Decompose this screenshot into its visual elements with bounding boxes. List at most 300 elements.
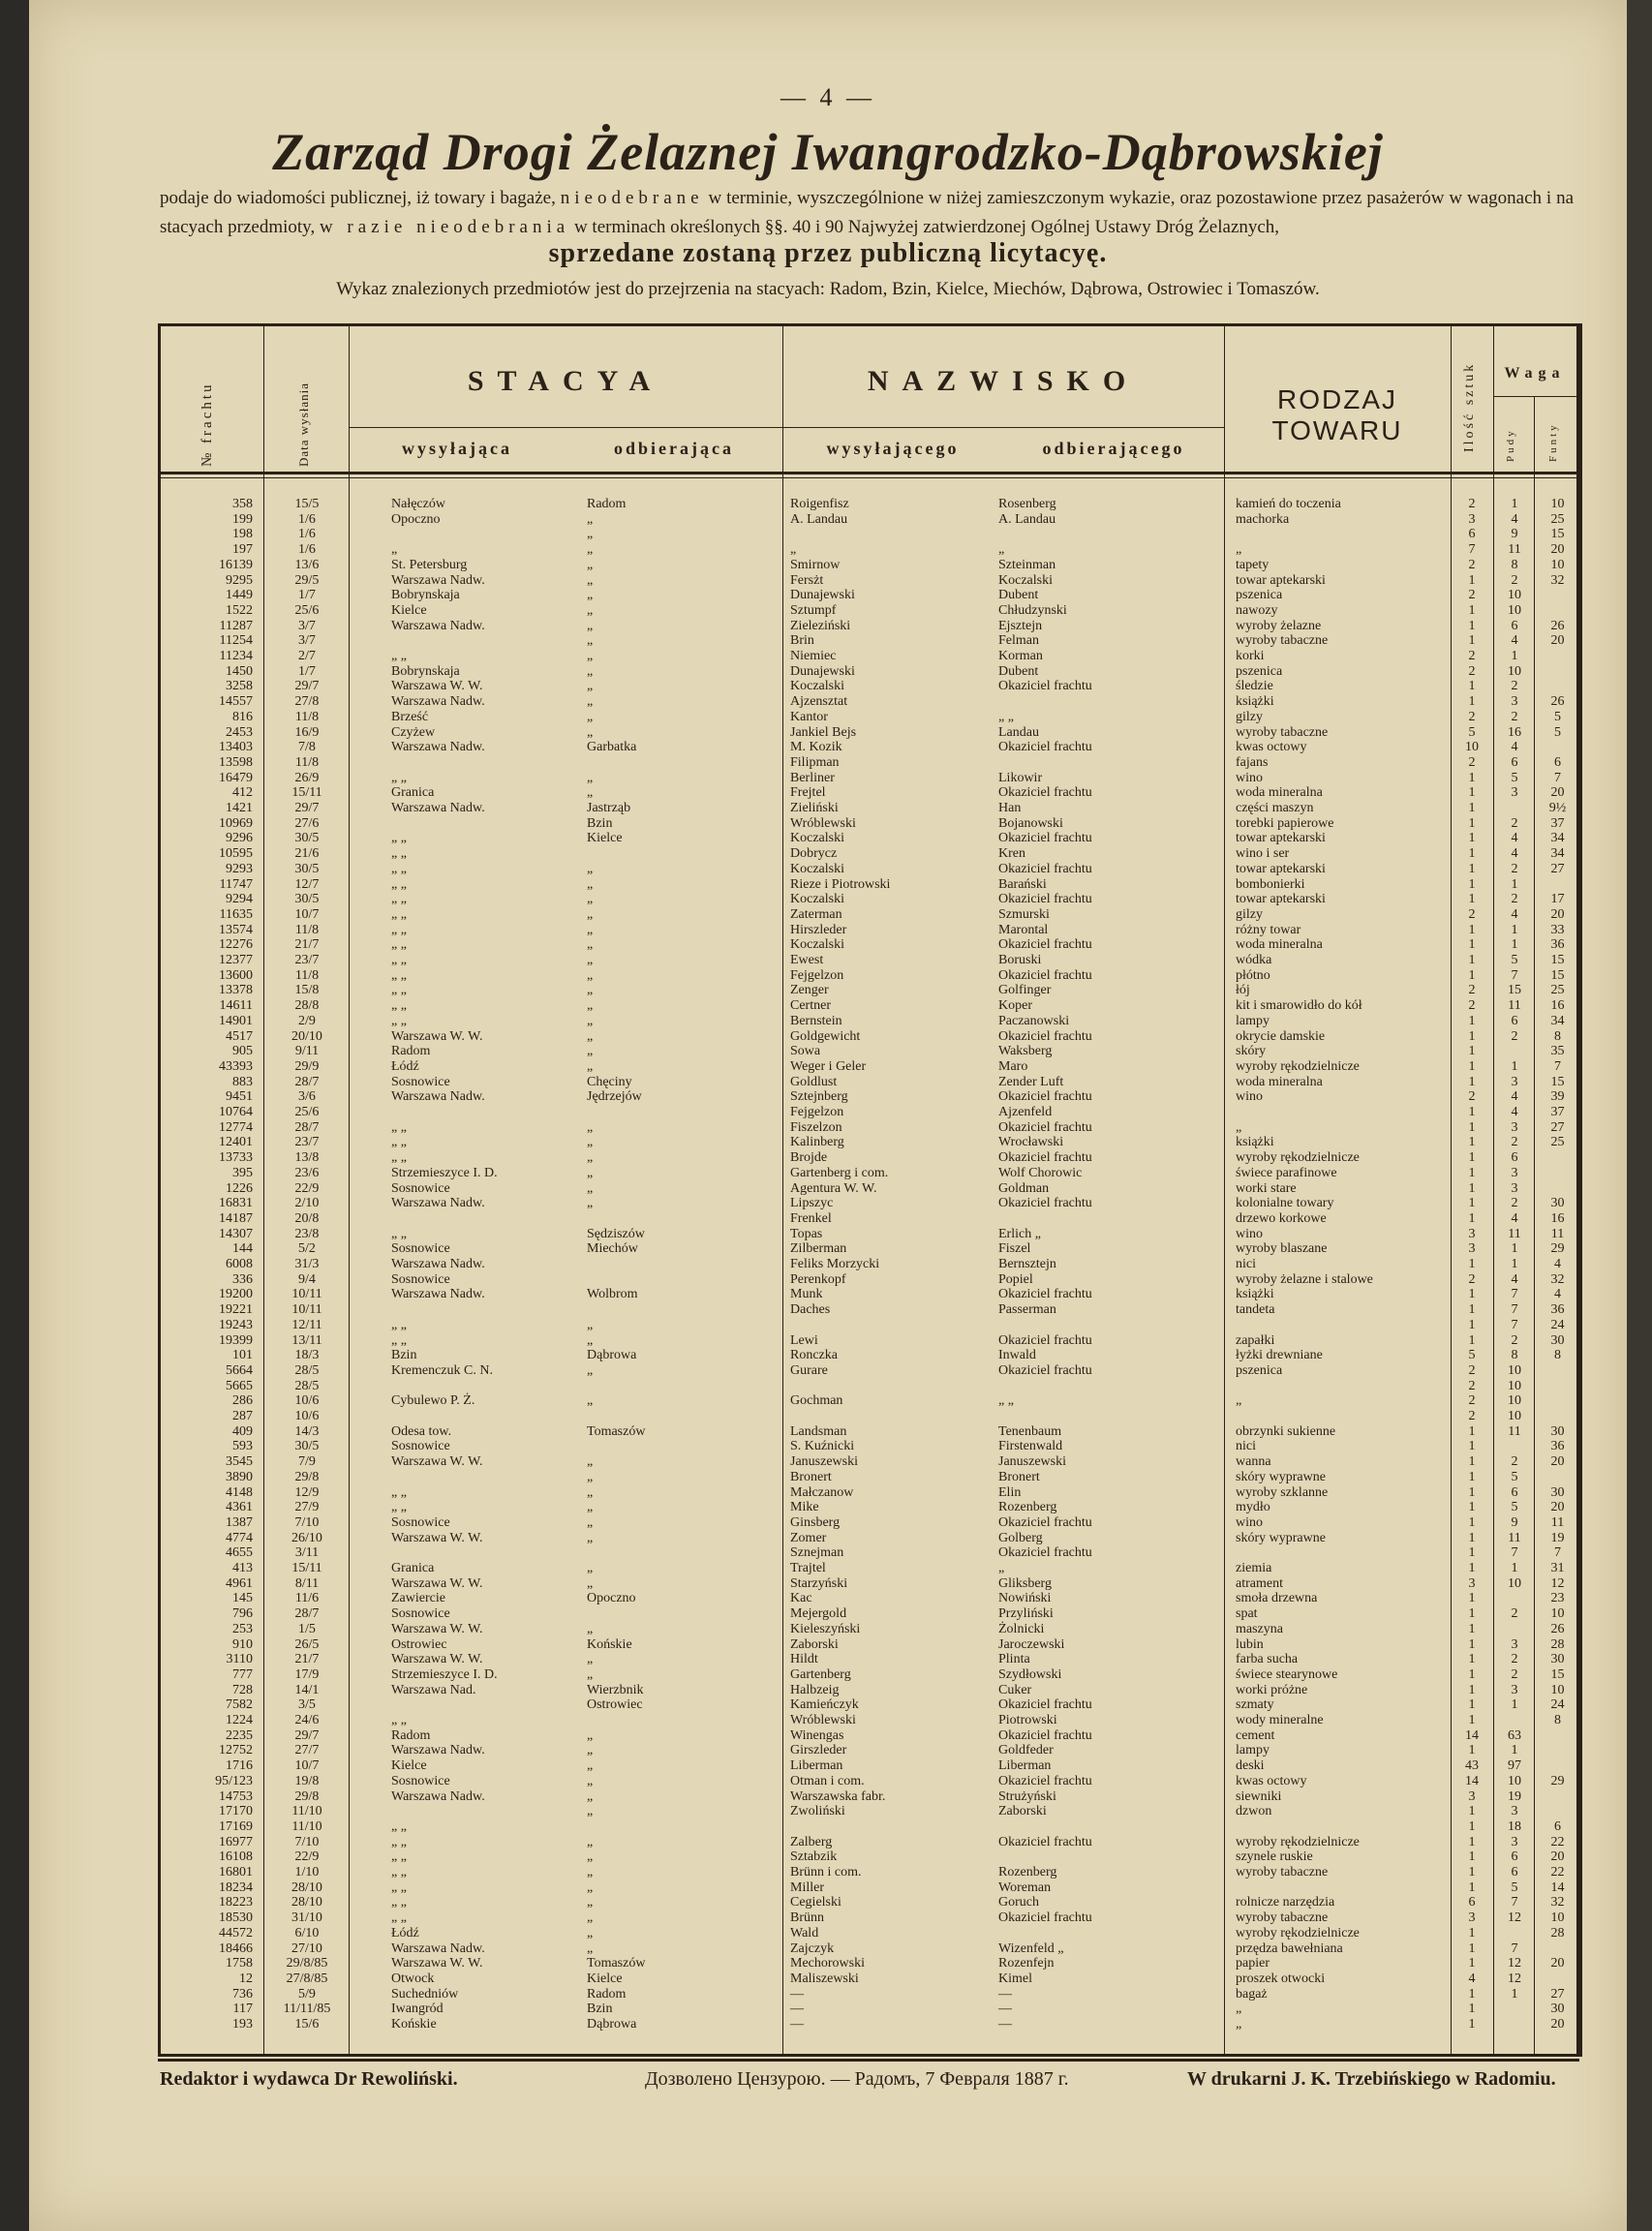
cell-goods-type: woda mineralna bbox=[1236, 785, 1323, 801]
cell-sending-station: Warszawa Nadw. bbox=[391, 1941, 485, 1956]
cell-quantity: 1 bbox=[1468, 1880, 1476, 1895]
cell-weight-funty: 37 bbox=[1550, 1105, 1565, 1119]
cell-freight-number: 4961 bbox=[226, 1575, 253, 1591]
cell-freight-number: 4361 bbox=[226, 1500, 253, 1515]
cell-sender: Cegielski bbox=[790, 1895, 841, 1910]
cell-sender: Liberman bbox=[790, 1758, 843, 1774]
cell-quantity: 1 bbox=[1468, 770, 1476, 785]
table-row bbox=[161, 1166, 1576, 1180]
cell-weight-pudy: 2 bbox=[1511, 1135, 1518, 1150]
cell-freight-number: 12752 bbox=[219, 1743, 253, 1758]
cell-sender: Dunajewski bbox=[790, 588, 855, 603]
cell-freight-number: 13598 bbox=[219, 754, 253, 770]
table-row bbox=[161, 1211, 1576, 1226]
cell-sending-station: Bobrynskaja bbox=[391, 663, 460, 679]
cell-goods-type: skóry wyprawne bbox=[1236, 1469, 1326, 1484]
cell-freight-number: 197 bbox=[232, 542, 253, 558]
cell-goods-type: towar aptekarski bbox=[1236, 831, 1326, 846]
cell-send-date: 19/8 bbox=[294, 1773, 320, 1788]
table-row bbox=[161, 1697, 1576, 1712]
cell-sending-station: Radom bbox=[391, 1727, 431, 1743]
cell-receiver: Dubent bbox=[998, 588, 1039, 603]
cell-goods-type: wyroby tabaczne bbox=[1236, 633, 1329, 649]
cell-quantity: 1 bbox=[1468, 1743, 1476, 1758]
cell-receiving-station: „ bbox=[587, 1058, 594, 1074]
cell-receiver: „ bbox=[998, 1561, 1005, 1575]
cell-sending-station: Suchedniów bbox=[391, 1986, 459, 2002]
cell-receiver: Rosenberg bbox=[998, 497, 1056, 511]
cell-freight-number: 1716 bbox=[226, 1758, 253, 1774]
cell-weight-funty: 32 bbox=[1550, 1895, 1565, 1910]
cell-weight-pudy: 7 bbox=[1511, 1317, 1518, 1332]
cell-freight-number: 16801 bbox=[219, 1865, 253, 1880]
cell-weight-funty: 36 bbox=[1550, 937, 1565, 953]
cell-weight-pudy: 11 bbox=[1508, 1530, 1521, 1545]
cell-receiver: Dubent bbox=[998, 663, 1039, 679]
cell-receiving-station: „ bbox=[587, 1317, 594, 1332]
cell-sender: Zalberg bbox=[790, 1834, 833, 1849]
cell-weight-pudy: 1 bbox=[1511, 497, 1518, 511]
cell-sender: Maliszewski bbox=[790, 1971, 859, 1986]
cell-weight-funty: 20 bbox=[1550, 1849, 1565, 1865]
cell-weight-pudy: 7 bbox=[1511, 1302, 1518, 1318]
table-row bbox=[161, 558, 1576, 572]
cell-quantity: 1 bbox=[1468, 1484, 1476, 1500]
cell-freight-number: 4655 bbox=[226, 1545, 253, 1561]
cell-sender: Zieliński bbox=[790, 801, 839, 815]
cell-receiving-station: „ bbox=[587, 1469, 594, 1484]
table-row bbox=[161, 1728, 1576, 1743]
cell-weight-funty: 16 bbox=[1550, 998, 1565, 1014]
cell-quantity: 1 bbox=[1468, 1834, 1476, 1849]
cell-weight-pudy: 7 bbox=[1511, 1895, 1518, 1910]
header-sending-station: wysyłająca bbox=[402, 439, 512, 458]
cell-weight-funty: 36 bbox=[1550, 1302, 1565, 1318]
cell-weight-pudy: 3 bbox=[1511, 785, 1518, 801]
cell-send-date: 13/8 bbox=[294, 1150, 320, 1166]
cell-sender: Gochman bbox=[790, 1393, 843, 1409]
cell-weight-pudy: 9 bbox=[1511, 527, 1518, 542]
cell-sending-station: „ „ bbox=[391, 1484, 407, 1500]
cell-quantity: 1 bbox=[1468, 1636, 1476, 1652]
cell-sender: Brünn i com. bbox=[790, 1865, 862, 1880]
cell-send-date: 29/7 bbox=[294, 1727, 320, 1743]
cell-sending-station: „ „ bbox=[391, 1865, 407, 1880]
cell-goods-type: wino i ser bbox=[1236, 846, 1290, 862]
cell-weight-funty: 32 bbox=[1550, 572, 1565, 588]
cell-weight-pudy: 19 bbox=[1508, 1788, 1521, 1804]
cell-quantity: 1 bbox=[1468, 1210, 1476, 1226]
cell-receiver: Golberg bbox=[998, 1530, 1043, 1545]
cell-sending-station: „ „ bbox=[391, 1119, 407, 1135]
cell-send-date: 27/6 bbox=[294, 815, 320, 831]
cell-sending-station: „ „ bbox=[391, 846, 407, 862]
cell-receiver: Okaziciel frachtu bbox=[998, 1089, 1092, 1105]
cell-quantity: 1 bbox=[1468, 1666, 1476, 1682]
cell-weight-pudy: 1 bbox=[1511, 1561, 1518, 1575]
cell-goods-type: cement bbox=[1236, 1727, 1275, 1743]
cell-goods-type: wyroby tabaczne bbox=[1236, 1865, 1329, 1880]
cell-freight-number: 9451 bbox=[226, 1089, 253, 1105]
cell-quantity: 2 bbox=[1468, 1271, 1476, 1287]
table-row bbox=[161, 1683, 1576, 1697]
cell-receiving-station: Chęciny bbox=[587, 1074, 632, 1089]
cell-sending-station: Bobrynskaja bbox=[391, 588, 460, 603]
cell-freight-number: 14187 bbox=[219, 1210, 253, 1226]
cell-sender: Smirnow bbox=[790, 557, 841, 572]
cell-weight-funty: 27 bbox=[1550, 1119, 1565, 1135]
cell-sender: Girszleder bbox=[790, 1743, 847, 1758]
cell-send-date: 7/9 bbox=[298, 1454, 316, 1470]
table-row bbox=[161, 664, 1576, 679]
cell-goods-type: towar aptekarski bbox=[1236, 892, 1326, 907]
cell-receiving-station: Wierzbnik bbox=[587, 1682, 644, 1697]
cell-weight-funty: 9½ bbox=[1548, 801, 1567, 815]
cell-quantity: 2 bbox=[1468, 1378, 1476, 1393]
cell-quantity: 2 bbox=[1468, 1393, 1476, 1409]
intro-text-2: nieodebrane bbox=[560, 188, 704, 208]
cell-goods-type: „ bbox=[1236, 2017, 1242, 2032]
cell-receiving-station: „ bbox=[587, 1561, 594, 1575]
cell-quantity: 2 bbox=[1468, 1089, 1476, 1105]
cell-send-date: 3/7 bbox=[298, 618, 316, 633]
cell-freight-number: 12774 bbox=[219, 1119, 253, 1135]
cell-goods-type: książki bbox=[1236, 1135, 1274, 1150]
cell-send-date: 6/10 bbox=[294, 1925, 320, 1941]
cell-sender: Kantor bbox=[790, 709, 828, 724]
cell-weight-funty: 25 bbox=[1550, 1135, 1565, 1150]
cell-weight-funty: 11 bbox=[1550, 1514, 1565, 1530]
cell-weight-funty: 37 bbox=[1550, 815, 1565, 831]
cell-goods-type: wyroby rękodzielnicze bbox=[1236, 1058, 1360, 1074]
cell-weight-pudy: 10 bbox=[1508, 588, 1521, 603]
table-row bbox=[161, 1622, 1576, 1636]
cell-receiver: Fiszel bbox=[998, 1241, 1031, 1257]
cell-freight-number: 14901 bbox=[219, 1013, 253, 1028]
cell-sending-station: „ bbox=[391, 542, 398, 558]
cell-weight-funty: 30 bbox=[1550, 1196, 1565, 1211]
cell-goods-type: drzewo korkowe bbox=[1236, 1210, 1327, 1226]
cell-receiver: Okaziciel frachtu bbox=[998, 740, 1092, 755]
cell-quantity: 5 bbox=[1468, 724, 1476, 740]
cell-weight-funty: 15 bbox=[1550, 1666, 1565, 1682]
cell-quantity: 2 bbox=[1468, 649, 1476, 663]
table-row bbox=[161, 1029, 1576, 1044]
cell-send-date: 1/5 bbox=[298, 1621, 316, 1636]
intro-text-4: w razie nieodebrania bbox=[319, 217, 570, 237]
cell-goods-type: „ bbox=[1236, 542, 1242, 558]
cell-weight-funty: 8 bbox=[1554, 1028, 1561, 1044]
cell-send-date: 3/7 bbox=[298, 633, 316, 649]
cell-receiving-station: „ bbox=[587, 709, 594, 724]
cell-sending-station: Warszawa Nadw. bbox=[391, 1788, 485, 1804]
cell-receiving-station: Sędziszów bbox=[587, 1226, 645, 1241]
table-row bbox=[161, 771, 1576, 785]
cell-receiver: Zaborski bbox=[998, 1804, 1047, 1819]
cell-freight-number: 1449 bbox=[226, 588, 253, 603]
cell-receiving-station: Końskie bbox=[587, 1636, 632, 1652]
cell-freight-number: 193 bbox=[232, 2017, 253, 2032]
table-row bbox=[161, 1789, 1576, 1804]
cell-receiving-station: „ bbox=[587, 1621, 594, 1636]
table-row bbox=[161, 801, 1576, 815]
cell-weight-pudy: 10 bbox=[1508, 1362, 1521, 1378]
cell-receiver: Okaziciel frachtu bbox=[998, 892, 1092, 907]
cell-quantity: 3 bbox=[1468, 511, 1476, 527]
cell-send-date: 24/6 bbox=[294, 1713, 320, 1727]
cell-receiving-station: Jastrząb bbox=[587, 801, 631, 815]
cell-send-date: 29/7 bbox=[294, 801, 320, 815]
intro-text-5: w terminach określonych §§. 40 i 90 Najwyżej zatwierdzonej Ogólnej Ustawy Dróg Żelaznych, bbox=[573, 217, 1280, 237]
cell-sending-station: Otwock bbox=[391, 1971, 435, 1986]
cell-weight-pudy: 5 bbox=[1511, 953, 1518, 967]
cell-quantity: 1 bbox=[1468, 1013, 1476, 1028]
cell-sending-station: Warszawa W. W. bbox=[391, 1652, 483, 1667]
cell-sending-station: „ „ bbox=[391, 1332, 407, 1348]
table-row bbox=[161, 953, 1576, 967]
cell-quantity: 1 bbox=[1468, 1561, 1476, 1575]
cell-sender: Miller bbox=[790, 1880, 824, 1895]
cell-weight-pudy: 4 bbox=[1511, 831, 1518, 846]
cell-sender: Jankiel Bejs bbox=[790, 724, 857, 740]
cell-weight-pudy: 3 bbox=[1511, 1165, 1518, 1180]
cell-freight-number: 198 bbox=[232, 527, 253, 542]
cell-freight-number: 18234 bbox=[219, 1880, 253, 1895]
cell-receiver: Erlich „ bbox=[998, 1226, 1041, 1241]
cell-receiving-station: Dąbrowa bbox=[587, 1348, 637, 1363]
cell-weight-funty: 14 bbox=[1550, 1880, 1565, 1895]
table-row bbox=[161, 907, 1576, 922]
cell-sender: Lipszyc bbox=[790, 1196, 834, 1211]
table-row bbox=[161, 1774, 1576, 1788]
cell-quantity: 1 bbox=[1468, 1652, 1476, 1667]
table-row bbox=[161, 785, 1576, 800]
cell-sending-station: Czyżew bbox=[391, 724, 436, 740]
cell-quantity: 3 bbox=[1468, 1910, 1476, 1926]
cell-receiver: Strużyński bbox=[998, 1788, 1056, 1804]
cell-sender: Topas bbox=[790, 1226, 823, 1241]
cell-receiving-station: „ bbox=[587, 1773, 594, 1788]
cell-weight-pudy: 10 bbox=[1508, 663, 1521, 679]
cell-goods-type: nici bbox=[1236, 1257, 1256, 1271]
cell-receiver: Chłudzynski bbox=[998, 602, 1067, 618]
cell-quantity: 1 bbox=[1468, 861, 1476, 876]
cell-weight-funty: 4 bbox=[1554, 1287, 1561, 1302]
cell-weight-pudy: 3 bbox=[1511, 1636, 1518, 1652]
cell-goods-type: wino bbox=[1236, 1089, 1263, 1105]
cell-freight-number: 14557 bbox=[219, 694, 253, 710]
table-row bbox=[161, 1637, 1576, 1652]
cell-weight-funty: 27 bbox=[1550, 861, 1565, 876]
cell-receiver: Okaziciel frachtu bbox=[998, 1834, 1092, 1849]
cell-freight-number: 1224 bbox=[226, 1713, 253, 1727]
cell-goods-type: wyroby tabaczne bbox=[1236, 1910, 1329, 1926]
cell-weight-funty: 34 bbox=[1550, 846, 1565, 862]
cell-sending-station: Nałęczów bbox=[391, 497, 445, 511]
intro-text-3: w terminie, wyszczególnione w niżej zamieszczonym wykazie, oraz pozostawione przez pasażerów w wagonach i na stacyach przedmioty, bbox=[160, 188, 1575, 237]
cell-receiving-station: Miechów bbox=[587, 1241, 638, 1257]
cell-receiver: Okaziciel frachtu bbox=[998, 1545, 1092, 1561]
cell-receiver: Okaziciel frachtu bbox=[998, 1910, 1092, 1926]
cell-freight-number: 5664 bbox=[226, 1362, 253, 1378]
page-number: — 4 — bbox=[780, 83, 875, 111]
cell-receiving-station: „ bbox=[587, 861, 594, 876]
cell-receiver: Wizenfeld „ bbox=[998, 1941, 1064, 1956]
cell-sender: Ginsberg bbox=[790, 1514, 841, 1530]
cell-send-date: 14/1 bbox=[294, 1682, 320, 1697]
cell-weight-pudy: 2 bbox=[1511, 1652, 1518, 1667]
cell-send-date: 7/10 bbox=[294, 1514, 320, 1530]
cell-receiver: Okaziciel frachtu bbox=[998, 1150, 1092, 1166]
cell-weight-pudy: 2 bbox=[1511, 861, 1518, 876]
cell-weight-pudy: 12 bbox=[1508, 1956, 1521, 1971]
cell-receiver: Okaziciel frachtu bbox=[998, 679, 1092, 694]
cell-quantity: 2 bbox=[1468, 557, 1476, 572]
cell-quantity: 2 bbox=[1468, 1409, 1476, 1423]
cell-weight-pudy: 7 bbox=[1511, 1287, 1518, 1302]
cell-weight-pudy: 10 bbox=[1508, 1393, 1521, 1409]
cell-goods-type: atrament bbox=[1236, 1575, 1283, 1591]
cell-sender: Otman i com. bbox=[790, 1773, 865, 1788]
table-row bbox=[161, 1470, 1576, 1484]
cell-goods-type: spat bbox=[1236, 1606, 1258, 1622]
cell-receiving-station: „ bbox=[587, 922, 594, 937]
cell-quantity: 1 bbox=[1468, 1105, 1476, 1119]
cell-receiver: Piotrowski bbox=[998, 1713, 1057, 1727]
cell-weight-funty: 24 bbox=[1550, 1317, 1565, 1332]
cell-sender: Januszewski bbox=[790, 1454, 858, 1470]
table-row bbox=[161, 603, 1576, 618]
cell-freight-number: 43393 bbox=[219, 1058, 253, 1074]
cell-sender: Koczalski bbox=[790, 892, 844, 907]
cell-sending-station: „ „ bbox=[391, 1500, 407, 1515]
cell-receiver: Bernsztejn bbox=[998, 1257, 1056, 1271]
cell-sender: Brünn bbox=[790, 1910, 824, 1926]
cell-receiver: Marontal bbox=[998, 922, 1049, 937]
cell-freight-number: 5665 bbox=[226, 1378, 253, 1393]
cell-quantity: 1 bbox=[1468, 1257, 1476, 1271]
cell-send-date: 27/9 bbox=[294, 1500, 320, 1515]
cell-weight-pudy: 2 bbox=[1511, 1028, 1518, 1044]
cell-send-date: 26/10 bbox=[291, 1530, 322, 1545]
cell-send-date: 10/7 bbox=[294, 906, 320, 922]
cell-receiving-station: „ bbox=[587, 1788, 594, 1804]
cell-sending-station: Warszawa W. W. bbox=[391, 1028, 483, 1044]
cell-sending-station: Warszawa W. W. bbox=[391, 1575, 483, 1591]
cell-freight-number: 16831 bbox=[219, 1196, 253, 1211]
cell-quantity: 1 bbox=[1468, 937, 1476, 953]
cell-sending-station: „ „ bbox=[391, 922, 407, 937]
table-row bbox=[161, 1880, 1576, 1895]
cell-receiving-station: „ bbox=[587, 542, 594, 558]
cell-send-date: 29/5 bbox=[294, 572, 320, 588]
cell-goods-type: wyroby rękodzielnicze bbox=[1236, 1150, 1360, 1166]
table-row bbox=[161, 1591, 1576, 1605]
cell-receiver: Okaziciel frachtu bbox=[998, 967, 1092, 983]
table-row bbox=[161, 1363, 1576, 1378]
cell-freight-number: 117 bbox=[232, 2002, 253, 2017]
cell-goods-type: mydło bbox=[1236, 1500, 1270, 1515]
cell-sender: Ajzensztat bbox=[790, 694, 848, 710]
cell-send-date: 28/10 bbox=[291, 1895, 322, 1910]
cell-weight-pudy: 1 bbox=[1511, 1743, 1518, 1758]
cell-freight-number: 10595 bbox=[219, 846, 253, 862]
cell-quantity: 14 bbox=[1465, 1727, 1479, 1743]
cell-send-date: 26/5 bbox=[294, 1636, 320, 1652]
cell-receiving-station: „ bbox=[587, 694, 594, 710]
cell-weight-funty: 29 bbox=[1550, 1773, 1565, 1788]
cell-sending-station: Warszawa W. W. bbox=[391, 1454, 483, 1470]
cell-freight-number: 144 bbox=[232, 1241, 253, 1257]
cell-receiver: Gliksberg bbox=[998, 1575, 1052, 1591]
cell-receiving-station: Bzin bbox=[587, 2002, 613, 2017]
cell-receiver: Okaziciel frachtu bbox=[998, 1362, 1092, 1378]
cell-goods-type: łój bbox=[1236, 983, 1250, 998]
cell-sender: Agentura W. W. bbox=[790, 1180, 877, 1196]
cell-weight-funty: 8 bbox=[1554, 1713, 1561, 1727]
table-row bbox=[161, 1227, 1576, 1241]
cell-weight-funty: 17 bbox=[1550, 892, 1565, 907]
table-row bbox=[161, 983, 1576, 997]
cell-receiving-station: Tomaszów bbox=[587, 1423, 646, 1439]
cell-weight-pudy: 1 bbox=[1511, 922, 1518, 937]
cell-freight-number: 395 bbox=[232, 1165, 253, 1180]
cell-quantity: 1 bbox=[1468, 1941, 1476, 1956]
table-row bbox=[161, 1150, 1576, 1165]
cell-freight-number: 19200 bbox=[219, 1287, 253, 1302]
table-row bbox=[161, 1835, 1576, 1849]
table-row bbox=[161, 892, 1576, 906]
cell-receiving-station: Dąbrowa bbox=[587, 2017, 637, 2032]
table-row bbox=[161, 1393, 1576, 1408]
cell-freight-number: 18223 bbox=[219, 1895, 253, 1910]
cell-weight-pudy: 2 bbox=[1511, 1606, 1518, 1622]
table-row bbox=[161, 740, 1576, 754]
cell-send-date: 31/3 bbox=[294, 1257, 320, 1271]
cell-receiver: Elin bbox=[998, 1484, 1022, 1500]
cell-weight-pudy: 2 bbox=[1511, 572, 1518, 588]
cell-sender: Niemiec bbox=[790, 649, 837, 663]
cell-goods-type: świece stearynowe bbox=[1236, 1666, 1338, 1682]
cell-receiver: „ „ bbox=[998, 1393, 1014, 1409]
cell-quantity: 1 bbox=[1468, 1804, 1476, 1819]
cell-sender: — bbox=[790, 2002, 804, 2017]
table-row bbox=[161, 1409, 1576, 1423]
cell-send-date: 7/8 bbox=[298, 740, 316, 755]
cell-weight-pudy: 2 bbox=[1511, 1196, 1518, 1211]
cell-receiving-station: „ bbox=[587, 1514, 594, 1530]
cell-receiver: Nowiński bbox=[998, 1591, 1052, 1606]
cell-quantity: 2 bbox=[1468, 497, 1476, 511]
header-sender: wysyłającego bbox=[826, 439, 960, 458]
cell-goods-type: rolnicze narzędzia bbox=[1236, 1895, 1335, 1910]
cell-weight-pudy: 1 bbox=[1511, 1986, 1518, 2002]
cell-freight-number: 16139 bbox=[219, 557, 253, 572]
cell-send-date: 29/8 bbox=[294, 1469, 320, 1484]
cell-weight-pudy: 7 bbox=[1511, 967, 1518, 983]
cell-send-date: 11/8 bbox=[294, 709, 320, 724]
cell-weight-funty: 24 bbox=[1550, 1697, 1565, 1713]
cell-quantity: 1 bbox=[1468, 846, 1476, 862]
cell-sender: Certner bbox=[790, 998, 831, 1014]
cell-sender: Mechorowski bbox=[790, 1956, 865, 1971]
cell-freight-number: 3258 bbox=[226, 679, 253, 694]
cell-weight-funty: 36 bbox=[1550, 1439, 1565, 1454]
cell-send-date: 23/8 bbox=[294, 1226, 320, 1241]
table-row bbox=[161, 694, 1576, 709]
cell-receiving-station: „ bbox=[587, 1393, 594, 1409]
cell-weight-funty: 34 bbox=[1550, 831, 1565, 846]
